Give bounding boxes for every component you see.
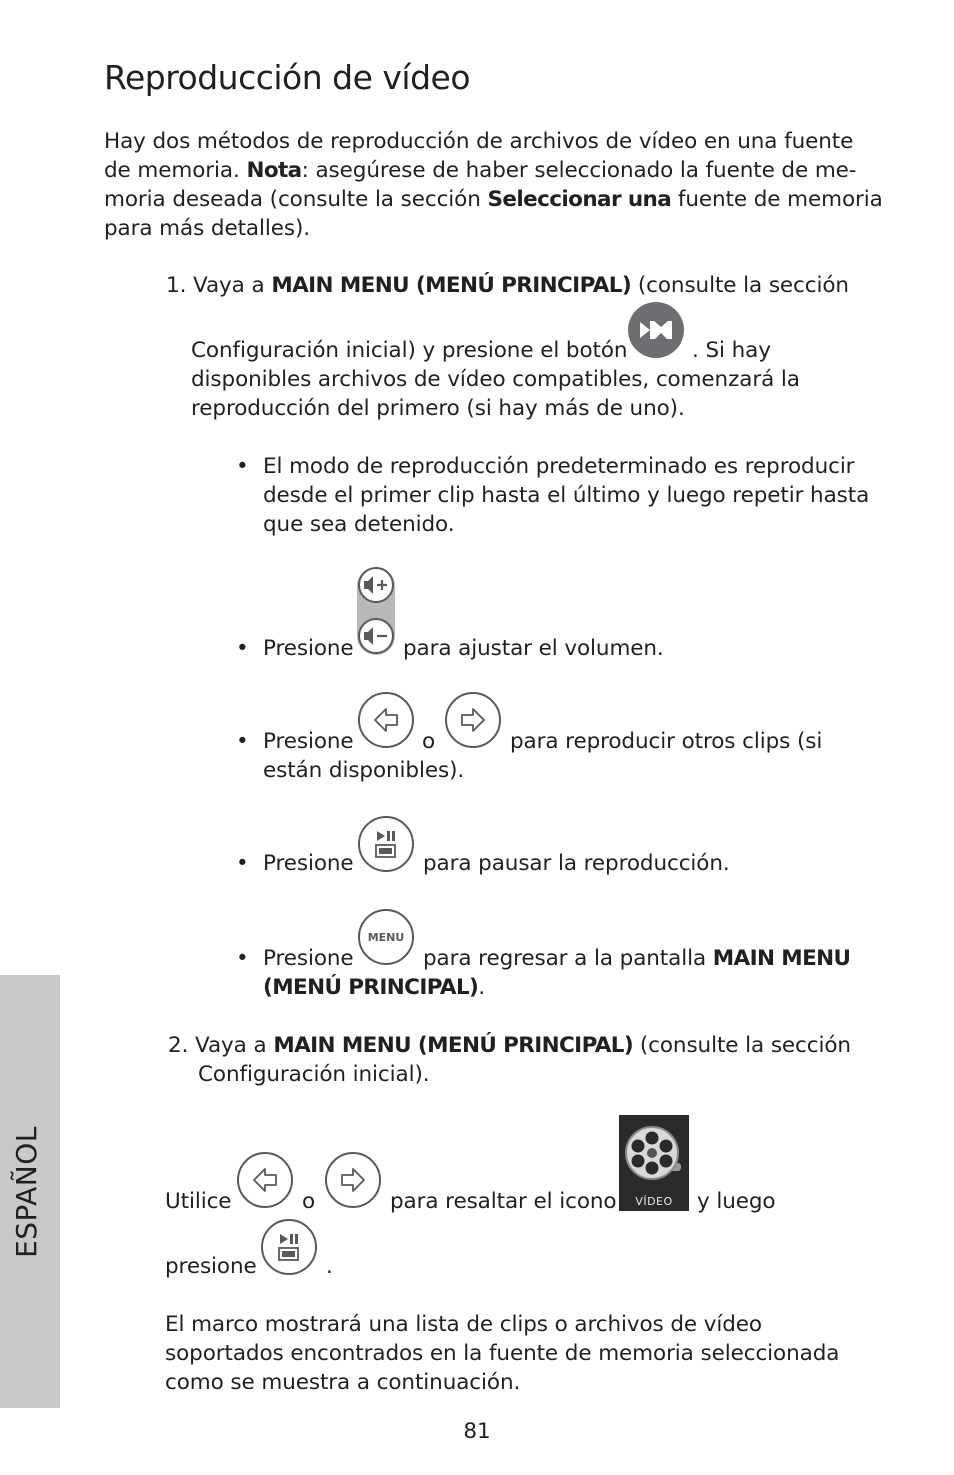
step2-line-2: Configuración inicial). (198, 1062, 430, 1087)
step1-line-3: disponibles archivos de vídeo compatibles, comenzará la (191, 367, 800, 392)
bullet2-rest: para ajustar el volumen. (403, 636, 664, 661)
play-pause-icon (356, 814, 416, 874)
page-title: Reproducción de vídeo (104, 58, 471, 97)
utilice-or: o (302, 1189, 316, 1214)
bullet1-line-1: El modo de reproducción predeterminado es reproducir (263, 454, 855, 479)
right-arrow-icon (443, 690, 503, 750)
right-arrow-icon (323, 1150, 383, 1210)
utilice-period: . (326, 1254, 333, 1279)
left-arrow-icon (235, 1150, 295, 1210)
bullet-mark: • (236, 636, 249, 661)
bullet4-rest: para pausar la reproducción. (423, 851, 730, 876)
bullet5-line-2: (MENÚ PRINCIPAL). (263, 975, 486, 1000)
utilice-highlight: para resaltar el icono (390, 1189, 617, 1214)
bullet3-line-2: están disponibles). (263, 758, 465, 783)
utilice-then: y luego (697, 1189, 776, 1214)
video-tile-label: VÍDEO (635, 1195, 673, 1208)
intro-line-2: de memoria. Nota: asegúrese de haber seleccionado la fuente de me- (104, 158, 857, 183)
bullet1-line-2: desde el primer clip hasta el último y luego repetir hasta (263, 483, 870, 508)
menu-button-icon (356, 907, 416, 967)
intro-line-3: moria deseada (consulte la sección Seleccionar una fuente de memoria (104, 187, 883, 212)
intro-line-4: para más detalles). (104, 216, 311, 241)
bullet-mark: • (236, 729, 249, 754)
utilice-text: Utilice (165, 1189, 232, 1214)
bullet3-rest: para reproducir otros clips (si (510, 729, 823, 754)
page-number: 81 (463, 1419, 491, 1444)
bullet3-or: o (422, 729, 436, 754)
bullet4-press: Presione (263, 851, 354, 876)
step1-line-2a: Configuración inicial) y presione el botón (191, 338, 628, 363)
left-arrow-icon (356, 690, 416, 750)
bullet-mark: • (236, 946, 249, 971)
bullet1-line-3: que sea detenido. (263, 512, 455, 537)
bullet3-press: Presione (263, 729, 354, 754)
svg-text:MENU: MENU (367, 931, 405, 944)
step1-line-1: 1. Vaya a MAIN MENU (MENÚ PRINCIPAL) (consulte la sección (166, 273, 849, 298)
volume-rocker-icon (355, 565, 397, 659)
play-pause-icon (259, 1217, 319, 1277)
utilice-press: presione (165, 1254, 257, 1279)
video-camera-icon (626, 300, 686, 360)
closing-line-1: El marco mostrará una lista de clips o archivos de vídeo (165, 1312, 762, 1337)
language-side-label: ESPAÑOL (10, 1126, 43, 1258)
video-tile-icon (619, 1115, 689, 1211)
bullet5-rest: para regresar a la pantalla MAIN MENU (423, 946, 851, 971)
bullet-mark: • (236, 454, 249, 479)
step1-line-2b: . Si hay (692, 338, 771, 363)
closing-line-3: como se muestra a continuación. (165, 1370, 521, 1395)
bullet-mark: • (236, 851, 249, 876)
bullet2-press: Presione (263, 636, 354, 661)
step1-line-4: reproducción del primero (si hay más de uno). (191, 396, 685, 421)
intro-line-1: Hay dos métodos de reproducción de archivos de vídeo en una fuente (104, 129, 854, 154)
step2-line-1: 2. Vaya a MAIN MENU (MENÚ PRINCIPAL) (consulte la sección (168, 1033, 851, 1058)
closing-line-2: soportados encontrados en la fuente de memoria seleccionada (165, 1341, 840, 1366)
bullet5-press: Presione (263, 946, 354, 971)
film-reel-icon (619, 1115, 689, 1195)
